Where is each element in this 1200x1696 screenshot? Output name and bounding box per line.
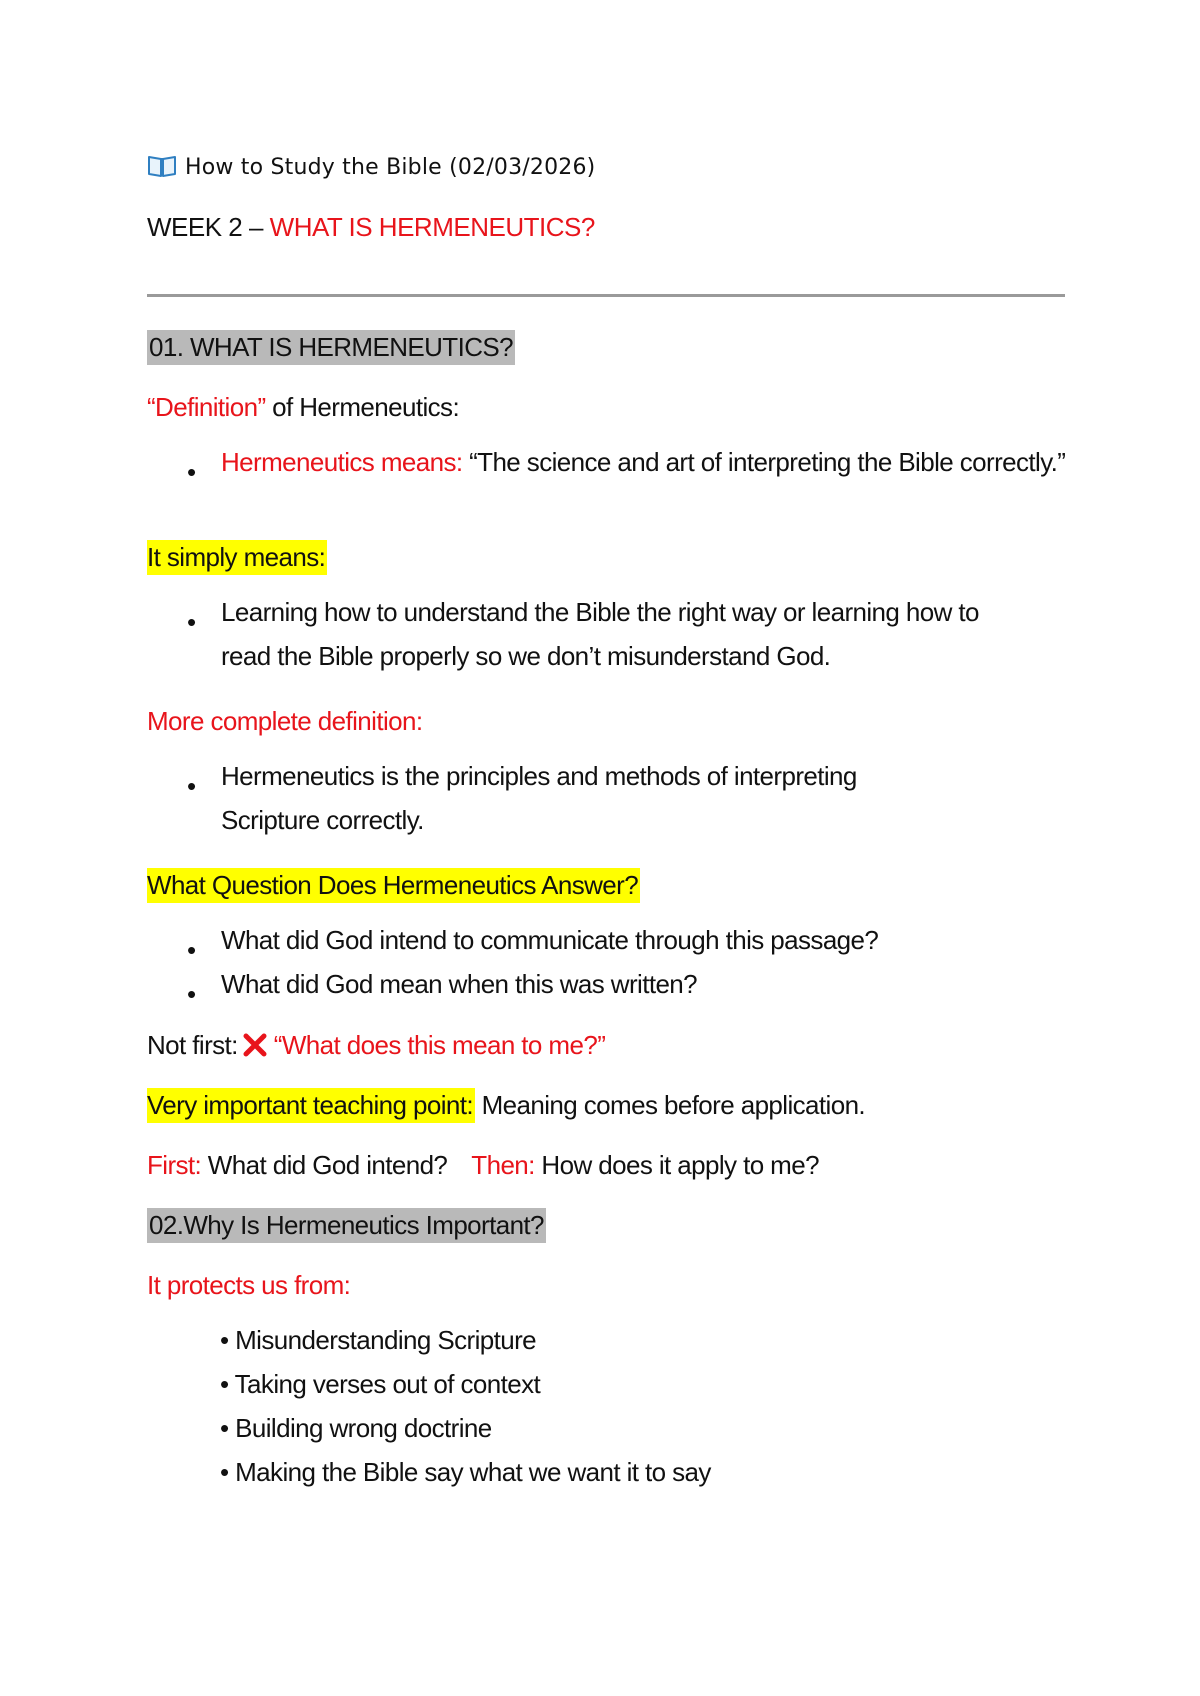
simply-bullet-text: Learning how to understand the Bible the right way or learning how to read the Bible properly so we don’t misunderstand God. bbox=[221, 597, 979, 671]
first-label: First: bbox=[147, 1150, 202, 1180]
then-text: How does it apply to me? bbox=[534, 1150, 819, 1180]
cross-mark-icon bbox=[242, 1032, 268, 1065]
important-line bbox=[147, 1090, 865, 1121]
not-first-label: Not first: bbox=[147, 1030, 238, 1060]
list-item: • Making the Bible say what we want it to say bbox=[220, 1457, 711, 1487]
definition-label bbox=[147, 392, 459, 423]
simply-label bbox=[147, 542, 327, 573]
not-first-line bbox=[147, 1030, 605, 1065]
document-title bbox=[147, 154, 595, 184]
list-item: • Taking verses out of context bbox=[220, 1369, 541, 1399]
complete-bullet-text: Hermeneutics is the principles and methods of interpreting Scripture correctly. bbox=[221, 761, 857, 835]
bullet-dot-icon: • bbox=[187, 607, 197, 637]
bullet-dot-icon: • bbox=[187, 457, 197, 487]
bullet-dot-icon: • bbox=[187, 771, 197, 801]
important-label: Very important teaching point: bbox=[147, 1088, 475, 1123]
important-text: Meaning comes before application. bbox=[474, 1090, 866, 1120]
open-book-icon bbox=[147, 154, 177, 184]
definition-bullet-body: “The science and art of interpreting the Bible correctly.” bbox=[462, 447, 1066, 477]
question-item-text: What did God intend to communicate through this passage? bbox=[221, 925, 879, 955]
definition-label-rest: of Hermeneutics: bbox=[265, 392, 460, 422]
section2-heading bbox=[147, 1210, 546, 1241]
question-item-text: What did God mean when this was written? bbox=[221, 969, 698, 999]
list-item: • Misunderstanding Scripture bbox=[220, 1325, 537, 1355]
simply-label-text: It simply means: bbox=[147, 540, 327, 575]
bullet-dot-icon: • bbox=[187, 935, 197, 965]
first-text: What did God intend? bbox=[201, 1150, 448, 1180]
definition-label-quoted: “Definition” bbox=[147, 392, 266, 422]
section1-heading bbox=[147, 332, 515, 363]
week-topic: WHAT IS HERMENEUTICS? bbox=[269, 212, 595, 242]
protects-list bbox=[220, 1318, 711, 1494]
title-text: How to Study the Bible (02/03/2026) bbox=[185, 155, 596, 180]
complete-label: More complete definition: bbox=[147, 706, 423, 736]
horizontal-rule bbox=[147, 294, 1065, 297]
question-label-text: What Question Does Hermeneutics Answer? bbox=[147, 868, 640, 903]
week-prefix: WEEK 2 – bbox=[147, 212, 270, 242]
definition-bullet-label: Hermeneutics means: bbox=[221, 447, 463, 477]
section1-heading-text: 01. WHAT IS HERMENEUTICS? bbox=[147, 330, 515, 365]
not-first-quote: “What does this mean to me?” bbox=[273, 1030, 606, 1060]
bullet-dot-icon: • bbox=[187, 979, 197, 1009]
section2-heading-text: 02.Why Is Hermeneutics Important? bbox=[147, 1208, 546, 1243]
question-label bbox=[147, 870, 640, 901]
definition-bullet-text bbox=[221, 440, 1071, 484]
list-item: • Building wrong doctrine bbox=[220, 1413, 492, 1443]
then-label: Then: bbox=[471, 1150, 535, 1180]
week-heading bbox=[147, 212, 595, 243]
first-then-line bbox=[147, 1150, 819, 1181]
protects-label: It protects us from: bbox=[147, 1270, 351, 1300]
